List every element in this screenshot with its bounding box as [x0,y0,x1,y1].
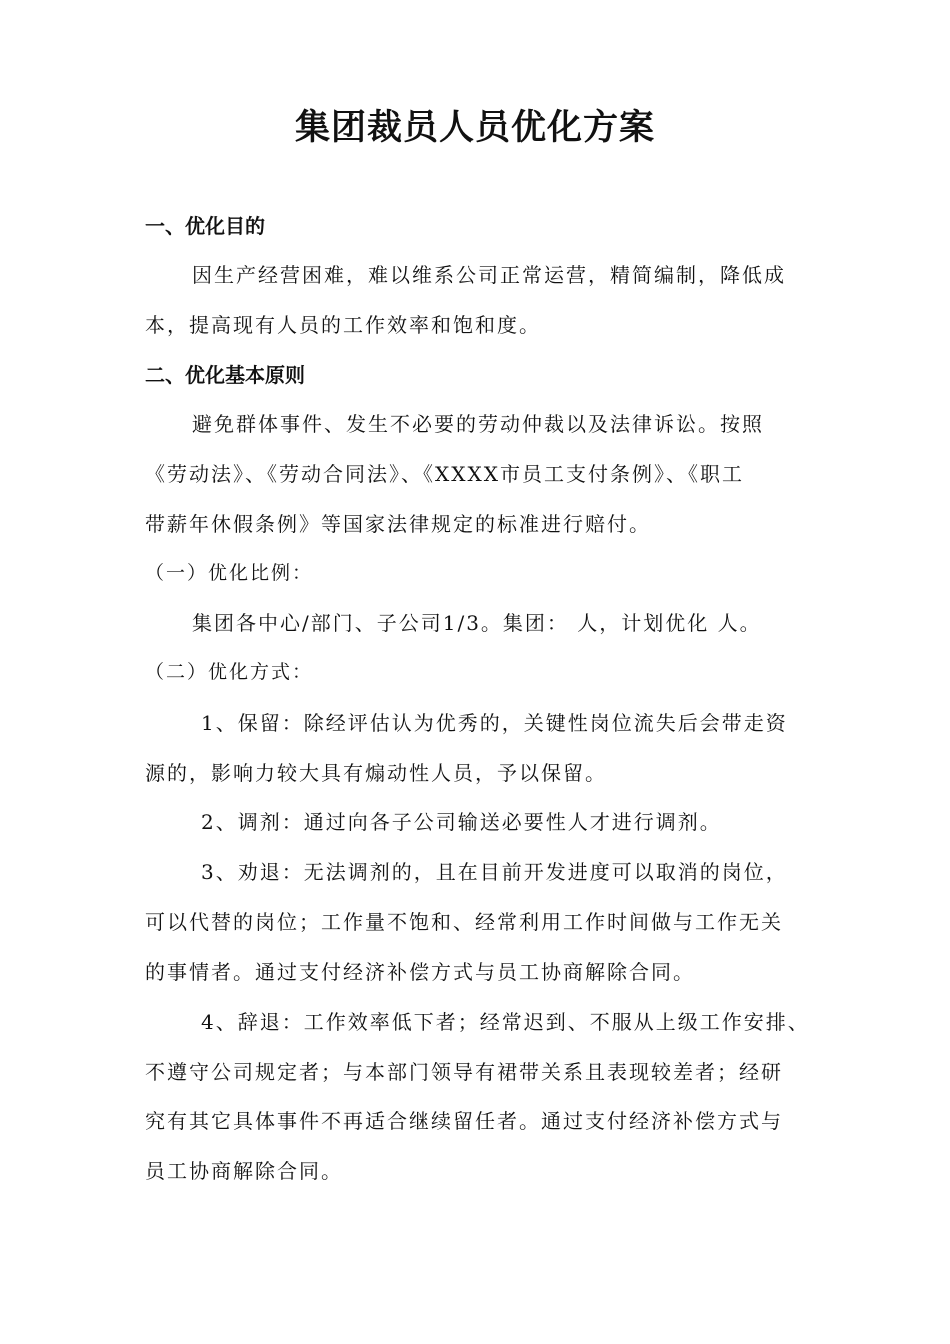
list-item-line: 4、辞退：工作效率低下者；经常迟到、不服从上级工作安排、 [201,1010,810,1034]
list-item-line: 1、保留：除经评估认为优秀的，关键性岗位流失后会带走资 [201,711,788,735]
list-item-line: 可以代替的岗位；工作量不饱和、经常利用工作时间做与工作无关 [145,910,783,934]
list-item-line: 源的，影响力较大具有煽动性人员，予以保留。 [145,761,607,785]
list-item-line: 员工协商解除合同。 [145,1159,343,1183]
subsection-heading-method: （二）优化方式： [145,661,314,683]
document-title: 集团裁员人员优化方案 [294,108,655,148]
list-item-line: 究有其它具体事件不再适合继续留任者。通过支付经济补偿方式与 [145,1109,783,1133]
list-item-line: 2、调剂：通过向各子公司输送必要性人才进行调剂。 [201,810,722,834]
paragraph-line: 《劳动法》、《劳动合同法》、《XXXX市员工支付条例》、《职工 [145,462,744,486]
section-heading-purpose: 一、优化目的 [145,214,265,238]
section-heading-principles: 二、优化基本原则 [145,363,305,387]
list-item-line: 的事情者。通过支付经济补偿方式与员工协商解除合同。 [145,960,695,984]
list-item-line: 不遵守公司规定者；与本部门领导有裙带关系且表现较差者；经研 [145,1060,783,1084]
list-item-line: 3、劝退：无法调剂的，且在目前开发进度可以取消的岗位， [201,860,788,884]
paragraph-line: 带薪年休假条例》等国家法律规定的标准进行赔付。 [145,512,651,536]
subsection-heading-ratio: （一）优化比例： [145,562,314,584]
paragraph-line: 本，提高现有人员的工作效率和饱和度。 [145,313,541,337]
paragraph-line: 集团各中心/部门、子公司1/3。集团： 人，计划优化 人。 [192,611,762,635]
paragraph-line: 避免群体事件、发生不必要的劳动仲裁以及法律诉讼。按照 [192,412,764,436]
paragraph-line: 因生产经营困难，难以维系公司正常运营，精简编制，降低成 [192,263,786,287]
